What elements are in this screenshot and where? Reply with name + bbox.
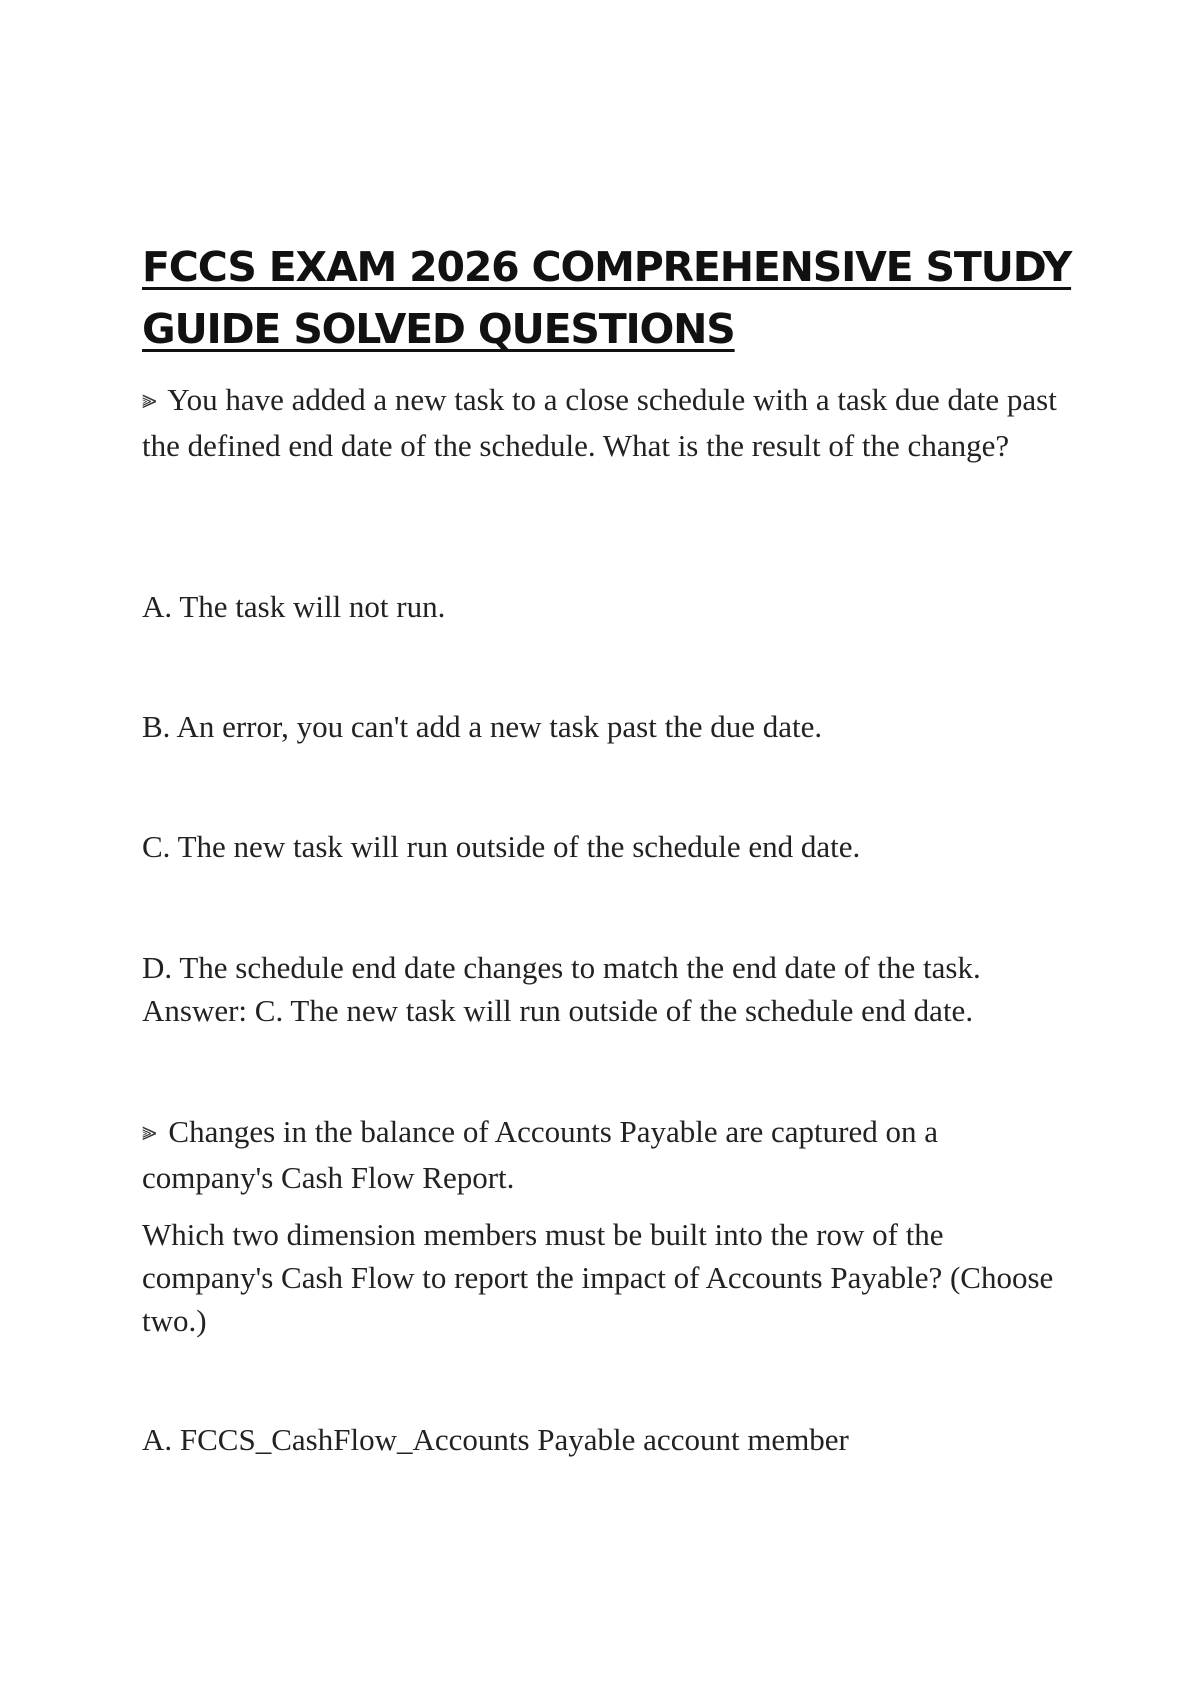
question-1-option-a: A. The task will not run.	[142, 589, 446, 624]
question-1-body: You have added a new task to a close schedule with a task due date past the defined end date of the schedule. What is the result of the change?	[142, 382, 1057, 463]
question-2-text-2: Which two dimension members must be built into the row of the company's Cash Flow to report the impact of Accounts Payable? (Choose two.)	[142, 1217, 1054, 1338]
page-title	[142, 236, 1082, 360]
question-2-option-a: A. FCCS_CashFlow_Accounts Payable account member	[142, 1422, 849, 1457]
title-line-1: FCCS EXAM 2026 COMPREHENSIVE STUDY	[142, 243, 1072, 291]
question-2-body: Changes in the balance of Accounts Payable are captured on a company's Cash Flow Report.	[142, 1114, 938, 1195]
question-1-option-b: B. An error, you can't add a new task past the due date.	[142, 709, 823, 744]
question-2-text	[142, 1110, 1072, 1199]
question-1-option-d: D. The schedule end date changes to match the end date of the task.	[142, 950, 981, 985]
question-1-option-c: C. The new task will run outside of the schedule end date.	[142, 829, 861, 864]
question-1-answer: Answer: C. The new task will run outside of the schedule end date.	[142, 993, 974, 1028]
title-line-2: GUIDE SOLVED QUESTIONS	[142, 305, 735, 353]
question-1-text	[142, 378, 1072, 467]
bullet-arrow-icon: ⫸	[142, 1117, 157, 1147]
bullet-arrow-icon: ⫸	[142, 385, 157, 415]
